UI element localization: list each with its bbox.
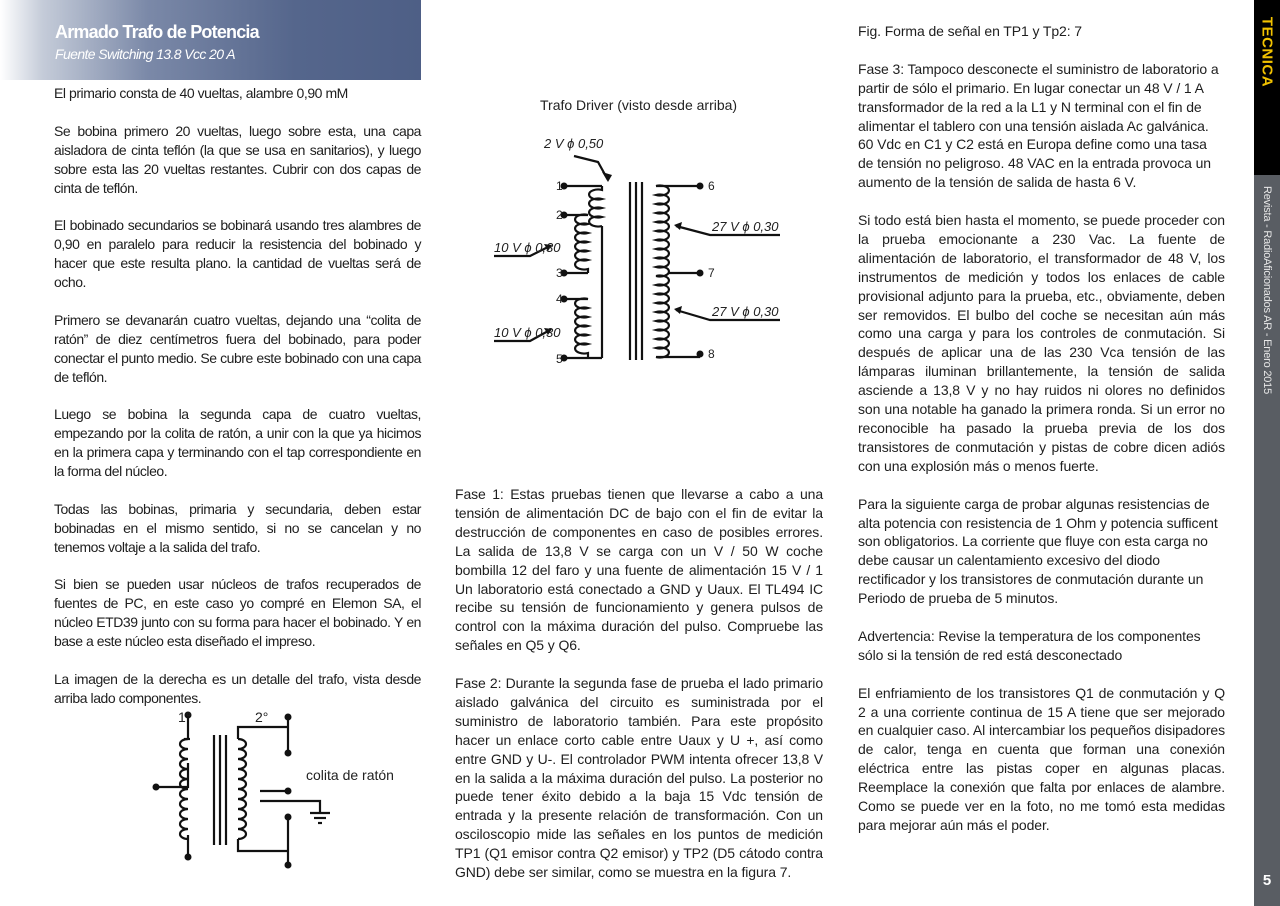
column-2 (455, 485, 823, 901)
winding-label: 10 V ϕ 0,30 (494, 240, 561, 255)
paragraph: Fase 2: Durante la segunda fase de prueba el lado primario aislado galvánica del circuito es suministrada por el suministro de laboratorio también. Para este propósito hacer un enlace corto cable entre Uaux y U +, así como entre GND y U-. El controlador PWM intenta ofrecer 13,8 V en la salida a la máxima duración del pulso. La posterior no puede tener éxito debido a la baja 15 Vdc tensión de entrada y la presente relación de transformación. Con un osciloscopio mide las señales en los puntos de medición TP1 (Q1 emisor contra Q2 emisor) y TP2 (D5 cátodo contra GND) debe ser similar, como se muestra en la figura 7. (455, 675, 823, 881)
pin-label: 6 (708, 179, 715, 193)
paragraph: Primero se devanarán cuatro vueltas, dejando una “colita de ratón” de diez centímetros fuera del bobinado, para poder conectar el punto medio. Se cubre este bobinado con una capa de teflón. (54, 311, 421, 385)
pin-label: 5 (556, 352, 563, 366)
page-number: 5 (1262, 872, 1272, 889)
section-label: TECNICA (1258, 16, 1276, 88)
magazine-label: Revista - RadioAficionados AR - Enero 2015 (1261, 185, 1273, 395)
pin-label: 8 (708, 347, 715, 361)
driver-transformer-caption: Trafo Driver (visto desde arriba) (540, 97, 738, 113)
primary-label: 1° (178, 709, 192, 725)
paragraph: Fase 3: Tampoco desconecte el suministro de laboratorio a partir de sólo el primario. En lugar conectar un 48 V / 1 A transformador de la red a la L1 y N terminal con el fin de alimentar el tablero con una tensión aislada Ac galvánica. 60 Vdc en C1 y C2 está en Europa define como una tasa de tensión no peligroso. 48 VAC en la entrada provoca un aumento de la tensión de salida de hasta 6 V. (858, 60, 1219, 191)
paragraph: Se bobina primero 20 vueltas, luego sobre esta, una capa aisladora de cinta teflón (la que se usa en sanitarios), y luego sobre esta las 20 vueltas restantes. Cubrir con dos capas de cinta de teflón. (54, 122, 421, 196)
article-header (0, 0, 421, 80)
figure-reference: Fig. Forma de señal en TP1 y Tp2: 7 (858, 23, 1082, 39)
paragraph: Si bien se pueden usar núcleos de trafos recuperados de fuentes de PC, en este caso yo compré en Elemon SA, el núcleo ETD39 junto con su forma para hacer el bobinado. Y en base a este núcleo esta diseñado el impreso. (54, 576, 421, 650)
pin-label: 2 (556, 208, 563, 222)
warning-paragraph: Advertencia: Revise la temperatura de los componentes sólo si la tensión de red está desconectado (858, 627, 1201, 663)
power-transformer-diagram (140, 705, 400, 870)
paragraph: Todas las bobinas, primaria y secundaria, deben estar bobinadas en el mismo sentido, si no se cancelan y no tenemos voltaje a la salida del trafo. (54, 500, 421, 555)
paragraph: Si todo está bien hasta el momento, se puede proceder con la prueba emocionante a 230 Vac. La fuente de alimentación de laboratorio, el transformador de 48 V, los instrumentos de medición y todos los enlaces de cable provisional adjunto para la prueba, etc., obviamente, deben ser removidos. El bulbo del coche se necesitan aún más como una carga y para los controles de conmutación. Si después de aplicar una de las 230 Vca tensión de las lámparas iluminan brillantemente, la tensión de salida asciende a 13,8 V y no hay ruidos ni olores no definidos son una notable ha ganado la primera ronda. Si un error no reconocible ha pasado la prueba previa de los dos transistores de conmutación y pistas de cobre dicen adiós con una explosión más o menos fuerte. (858, 212, 1225, 474)
paragraph: El primario consta de 40 vueltas, alambre 0,90 mM (54, 85, 348, 101)
column-3 (858, 22, 1225, 854)
paragraph: Luego se bobina la segunda capa de cuatro vueltas, empezando por la colita de ratón, a unir con la que ya hicimos en la primera capa y terminando con el tap correspondiente en la forma del núcleo. (54, 406, 421, 480)
driver-transformer-diagram (490, 132, 790, 372)
article-title: Armado Trafo de Potencia (55, 22, 259, 42)
pin-label: 3 (556, 266, 563, 280)
column-1 (54, 84, 421, 727)
page-sidebar (1254, 0, 1280, 906)
paragraph: Para la siguiente carga de probar algunas resistencias de alta potencia con resistencia de 1 Ohm y potencia sufficent son obligatorios. La corriente que fluye con esta carga no debe causar un calentamiento excesivo del diodo rectificador y los transistores de conmutación durante un Periodo de prueba de 5 minutos. (858, 495, 1218, 607)
pin-label: 7 (708, 266, 715, 280)
paragraph: El enfriamiento de los transistores Q1 de conmutación y Q 2 a una corriente continua de 15 A tiene que ser mejorado en cualquier caso. Al intercambiar los pequeños disipadores de calor, tenga en cuenta que forman una conexión eléctrica entre las pistas coper en algunas placas. Reemplace la conexión que falta por enlaces de alambre. Como se puede ver en la foto, no me tomó esta medidas para mejorar aún más el poder. (858, 684, 1225, 833)
pin-label: 4 (556, 292, 563, 306)
paragraph: La imagen de la derecha es un detalle del trafo, vista desde arriba lado componentes. (54, 670, 421, 706)
winding-label: 27 V ϕ 0,30 (712, 219, 779, 234)
paragraph: El bobinado secundarios se bobinará usando tres alambres de 0,90 en paralelo para reducir la resistencia del bobinado y hacer que este resulta plano. la cantidad de vueltas será de ocho. (54, 217, 421, 291)
winding-label: 10 V ϕ 0,30 (494, 325, 561, 340)
tap-label: colita de ratón (306, 767, 394, 783)
article-subtitle: Fuente Switching 13.8 Vcc 20 A (55, 46, 235, 62)
winding-label: 2 V ϕ 0,50 (544, 136, 604, 151)
secondary-label: 2° (255, 709, 269, 725)
paragraph: Fase 1: Estas pruebas tienen que llevarse a cabo a una tensión de alimentación DC de bajo con el fin de evitar la destrucción de componentes en caso de posibles errores. La salida de 13,8 V se carga con un V / 50 W coche bombilla 12 del faro y una fuente de alimentación 15 V / 1 Un laboratorio está conectado a GND y Uaux. El TL494 IC recibe su tensión de funcionamiento y genera pulsos de control con la máxima duración del pulso. Compruebe las señales en Q5 y Q6. (455, 486, 823, 654)
winding-label: 27 V ϕ 0,30 (712, 304, 779, 319)
pin-label: 1 (556, 179, 563, 193)
